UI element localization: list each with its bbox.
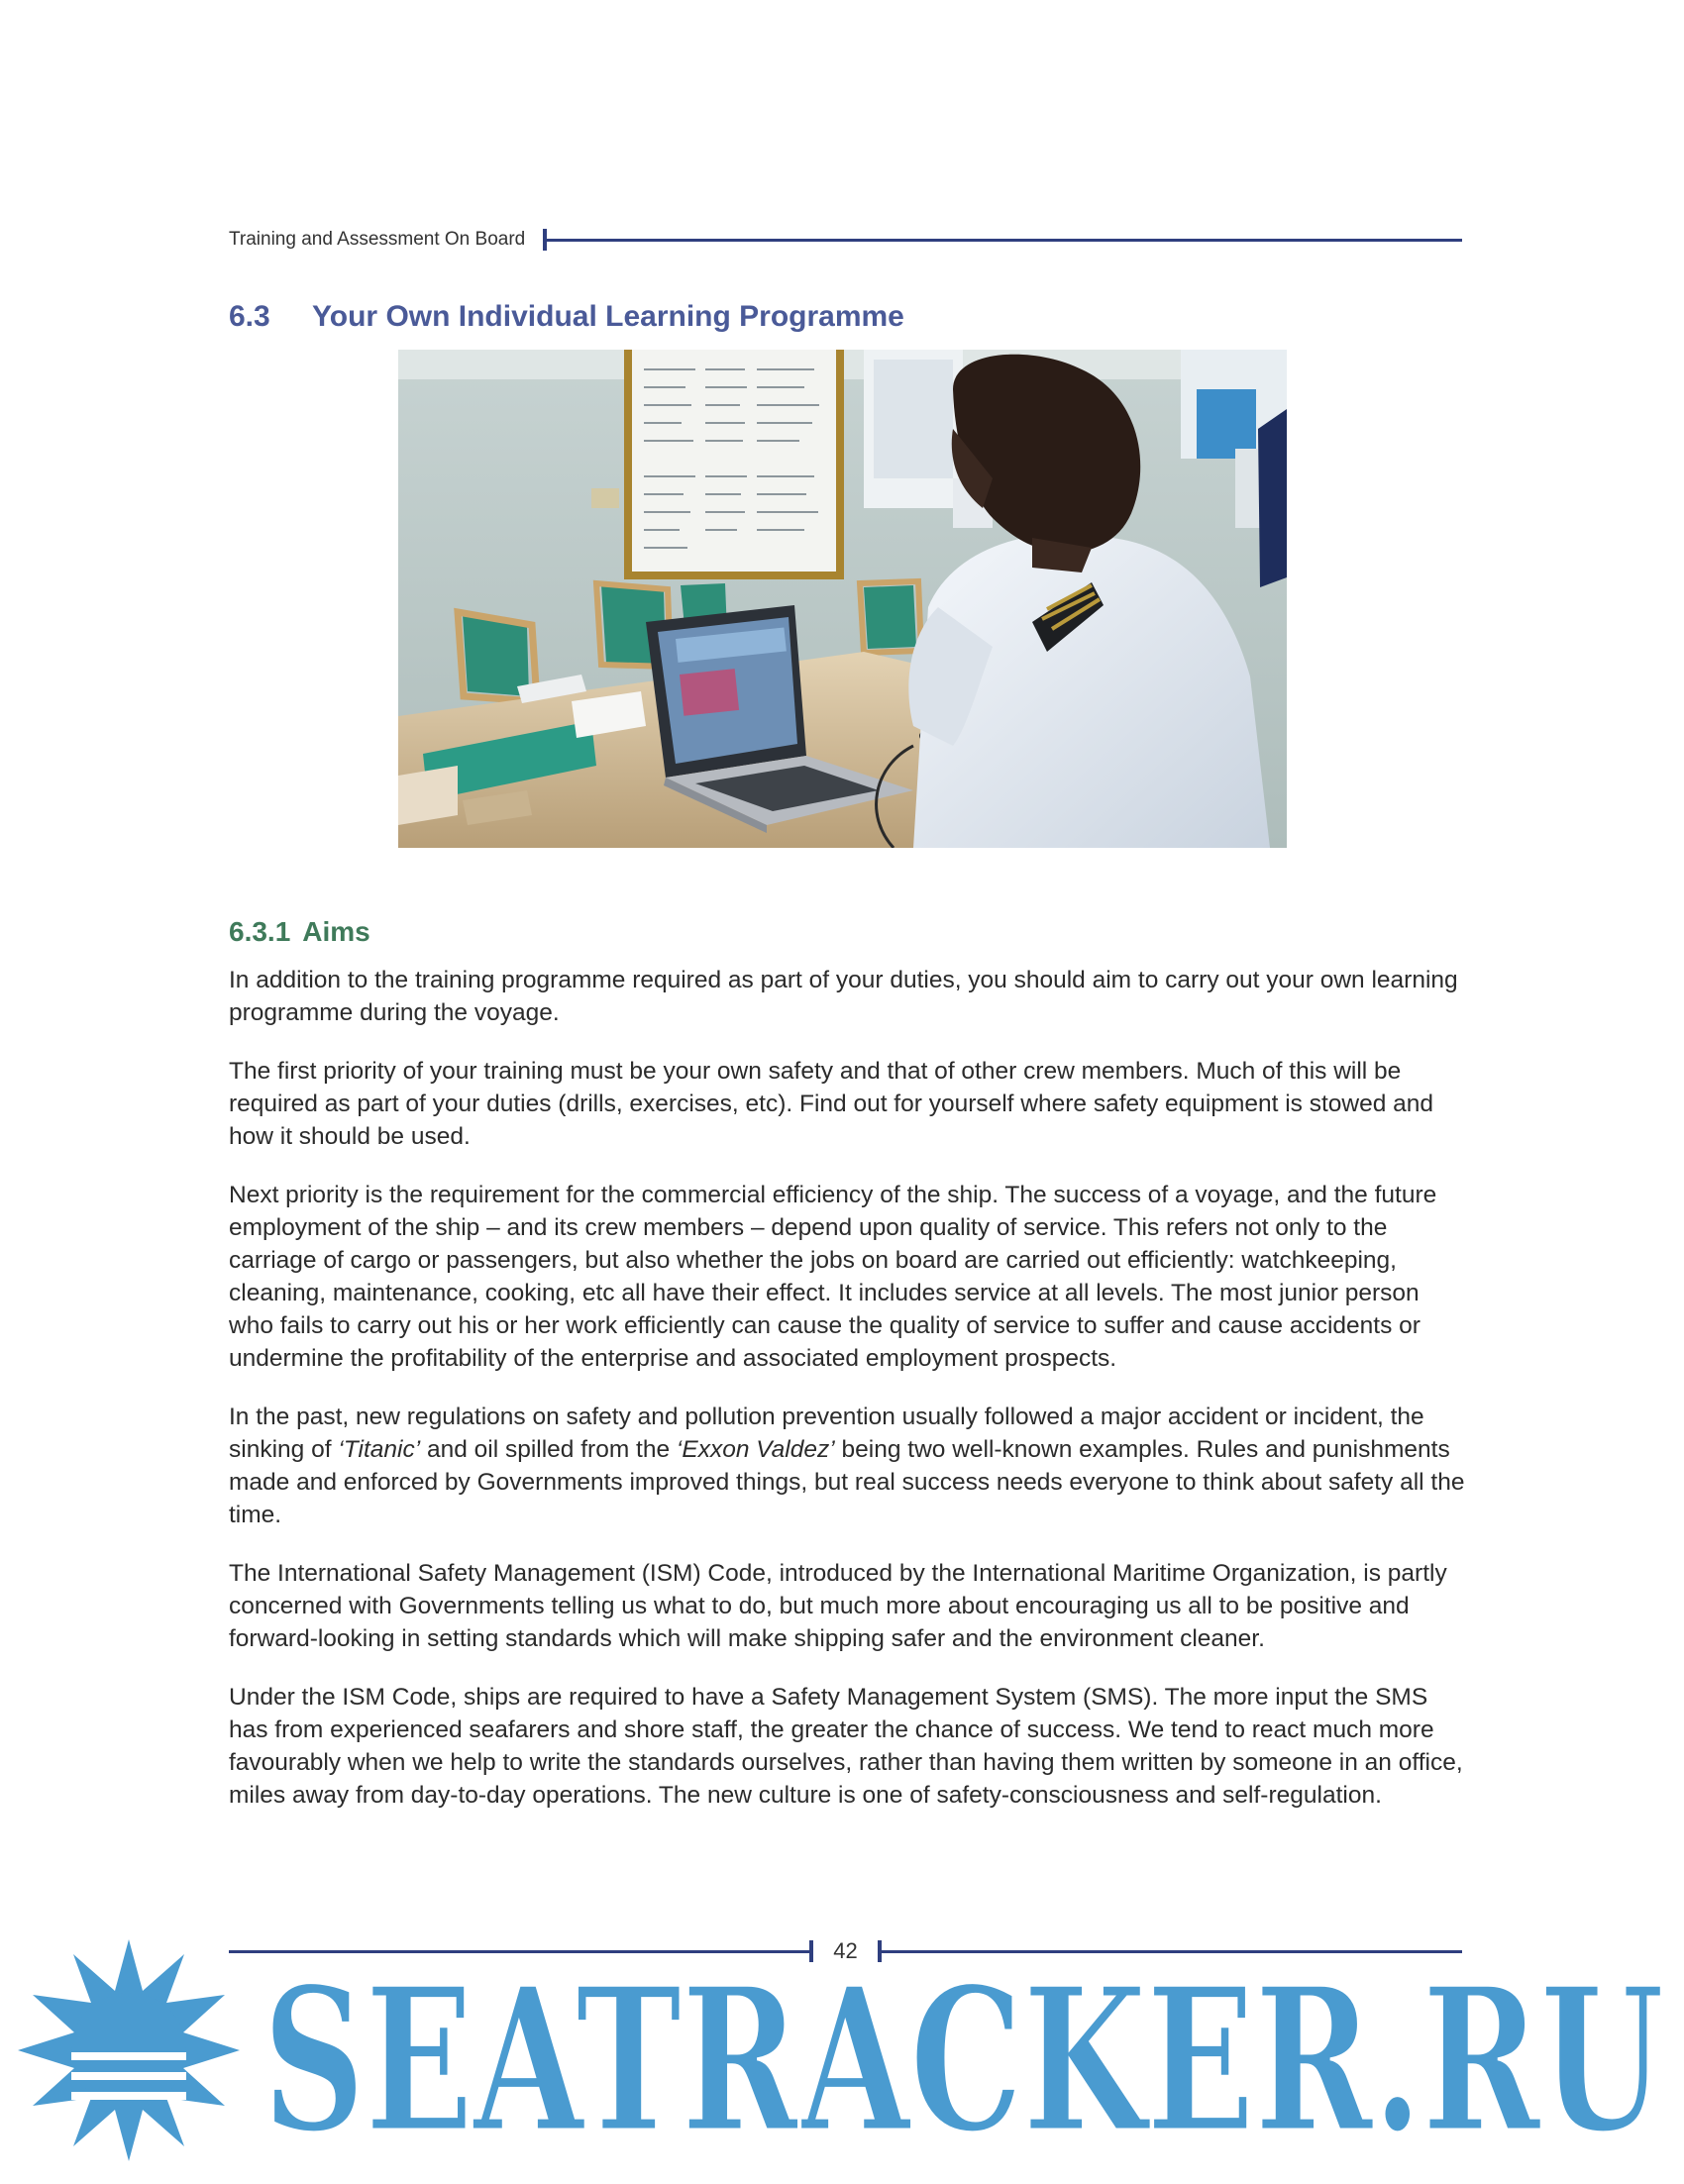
paragraph: Next priority is the requirement for the commercial efficiency of the ship. The success of a voyage, and the future employment of the ship – and its crew members – depend upon quality of service. This refers not only to the carriage of cargo or passengers, but also whether the jobs on board are carried out efficiently: watchkeeping, cleaning, maintenance, cooking, etc all have their effect. It includes service at all levels. The most junior person who fails to carry out his or her work efficiently can cause the quality of service to suffer and cause accidents or undermine the profitability of the enterprise and associated employment prospects.	[229, 1182, 1437, 1372]
section-title: Your Own Individual Learning Programme	[312, 300, 904, 333]
crew-member-at-laptop-photo	[398, 350, 1287, 848]
header-rule	[547, 239, 1462, 242]
section-heading	[229, 297, 904, 337]
paragraph: In addition to the training programme required as part of your duties, you should aim to carry out your own learning programme during the voyage.	[229, 967, 1458, 1026]
ship-name-titanic: ‘Titanic’	[338, 1436, 421, 1463]
subsection-number: 6.3.1	[229, 916, 291, 947]
sun-burst-icon	[18, 1939, 240, 2161]
body-text	[229, 964, 1467, 1837]
section-number: 6.3	[229, 300, 270, 333]
ship-name-exxon-valdez: ‘Exxon Valdez’	[676, 1436, 835, 1463]
paragraph: Under the ISM Code, ships are required to have a Safety Management System (SMS). The more input the SMS has from experienced seafarers and shore staff, the greater the chance of success. We tend to react much more favourably when we help to write the standards ourselves, rather than having them written by someone in an office, miles away from day-to-day operations. The new culture is one of safety-consciousness and self-regulation.	[229, 1684, 1463, 1809]
paragraph-text: being two well-known examples. Rules and punishments made and enforced by Governments improved things, but real success needs everyone to think about safety all the time.	[229, 1436, 1465, 1528]
watermark	[0, 1931, 1684, 2179]
paragraph-text: In the past, new regulations on safety and pollution prevention usually followed a major accident or incident, the sinking of	[229, 1404, 1424, 1463]
paragraph-text: and oil spilled from the	[420, 1436, 677, 1463]
paragraph	[229, 1401, 1467, 1531]
running-header-title: Training and Assessment On Board	[229, 229, 526, 250]
paragraph: The International Safety Management (ISM) Code, introduced by the International Maritime Organization, is partly concerned with Governments telling us what to do, but much more about encouraging us all to be positive and forward-looking in setting standards which will make shipping safer and the environment cleaner.	[229, 1560, 1447, 1652]
page-number: 42	[833, 1938, 858, 1963]
watermark-text: SEATRACKER.RU	[263, 1944, 1664, 2177]
subsection-heading	[229, 913, 370, 951]
paragraph: The first priority of your training must be your own safety and that of other crew members. Much of this will be required as part of your duties (drills, exercises, etc). Find out for yourself where safety equipment is stowed and how it should be used.	[229, 1058, 1434, 1150]
subsection-title: Aims	[302, 916, 370, 947]
running-header	[229, 227, 1462, 253]
